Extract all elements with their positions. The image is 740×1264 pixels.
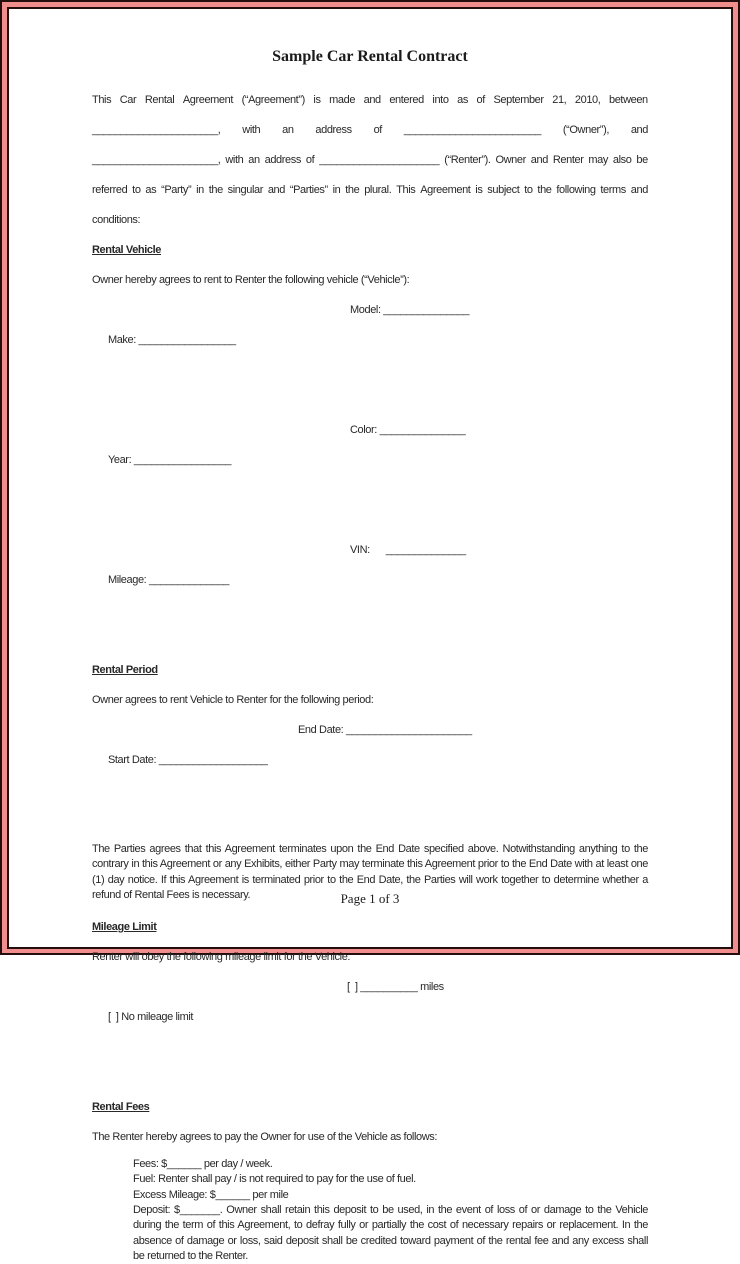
document-content — [92, 9, 648, 1262]
option-miles-limit: [ ] __________ miles — [347, 981, 444, 994]
section-heading-rental-fees: Rental Fees — [92, 1101, 150, 1114]
fee-line-fees: Fees: $______ per day / week. — [133, 1158, 273, 1171]
field-year: Year: _________________ — [107, 454, 232, 466]
fee-line-excess-mileage: Excess Mileage: $______ per mile — [133, 1188, 289, 1201]
field-vin: VIN: ______________ — [350, 544, 466, 556]
field-mileage: Mileage: ______________ — [107, 574, 230, 586]
rental-fees-detail-block — [133, 1157, 648, 1264]
intro-line-renter-blank: ______________________, with an address of _____________________ (“Renter”). Owner and Renter may also be — [92, 154, 648, 166]
rental-fees-lead: The Renter hereby agrees to pay the Owner for use of the Vehicle as follows: — [92, 1131, 438, 1144]
field-end-date: End Date: ______________________ — [298, 724, 472, 736]
field-start-date: Start Date: ___________________ — [107, 754, 268, 766]
section-heading-mileage-limit: Mileage Limit — [92, 921, 157, 934]
rental-period-dates-row — [92, 715, 648, 835]
intro-line: referred to as “Party” in the singular and “Parties” in the plural. This Agreement is subject to the following terms and — [92, 184, 648, 196]
section-heading-rental-period: Rental Period — [92, 664, 158, 676]
vehicle-field-row — [92, 295, 648, 415]
field-color: Color: _______________ — [350, 424, 466, 436]
vehicle-field-row — [92, 535, 648, 655]
fee-line-fuel: Fuel: Renter shall pay / is not required to pay for the use of fuel. — [133, 1173, 416, 1186]
field-make: Make: _________________ — [107, 334, 236, 346]
intro-line-owner-blank: ______________________, with an address of ________________________ (“Owner”), and — [92, 124, 648, 136]
intro-line: This Car Rental Agreement (“Agreement”) is made and entered into as of September 21, 2010, between — [92, 94, 648, 106]
option-no-mileage-limit: [ ] No mileage limit — [107, 1011, 194, 1024]
deposit-paragraph: Deposit: $_______. Owner shall retain this deposit to be used, in the event of loss of or damage to the Vehicle during the term of this Agreement, to defray fully or partially the cost of necessary repairs or replacement. In the absence of damage or loss, said deposit shall be credited toward payment of the rental fee and any excess shall be returned to the Renter. — [133, 1204, 648, 1262]
section-heading-rental-vehicle: Rental Vehicle — [92, 244, 161, 256]
rental-period-terms-paragraph: The Parties agrees that this Agreement terminates upon the End Date specified above. Notwithstanding anything to the contrary in this Agreement or any Exhibits, either Party may terminate this Agreement prior to the End Date with at least one (1) day notice. If this Agreement is terminated prior to the End Date, the Parties will work together to determine whether a refund of Rental Fees is necessary. — [92, 843, 648, 901]
field-model: Model: _______________ — [350, 304, 470, 316]
mileage-limit-lead: Renter will obey the following mileage limit for the Vehicle: — [92, 951, 351, 964]
page-number: Page 1 of 3 — [340, 891, 400, 906]
intro-line-conditions: conditions: — [92, 214, 141, 226]
document-page — [7, 7, 733, 1262]
rental-vehicle-lead: Owner hereby agrees to rent to Renter the following vehicle (“Vehicle”): — [92, 274, 410, 286]
mileage-limit-options-row — [92, 972, 648, 1092]
intro-paragraph — [92, 85, 648, 235]
document-title: Sample Car Rental Contract — [272, 48, 468, 65]
vehicle-field-row — [92, 415, 648, 535]
rental-period-lead: Owner agrees to rent Vehicle to Renter for the following period: — [92, 694, 374, 706]
